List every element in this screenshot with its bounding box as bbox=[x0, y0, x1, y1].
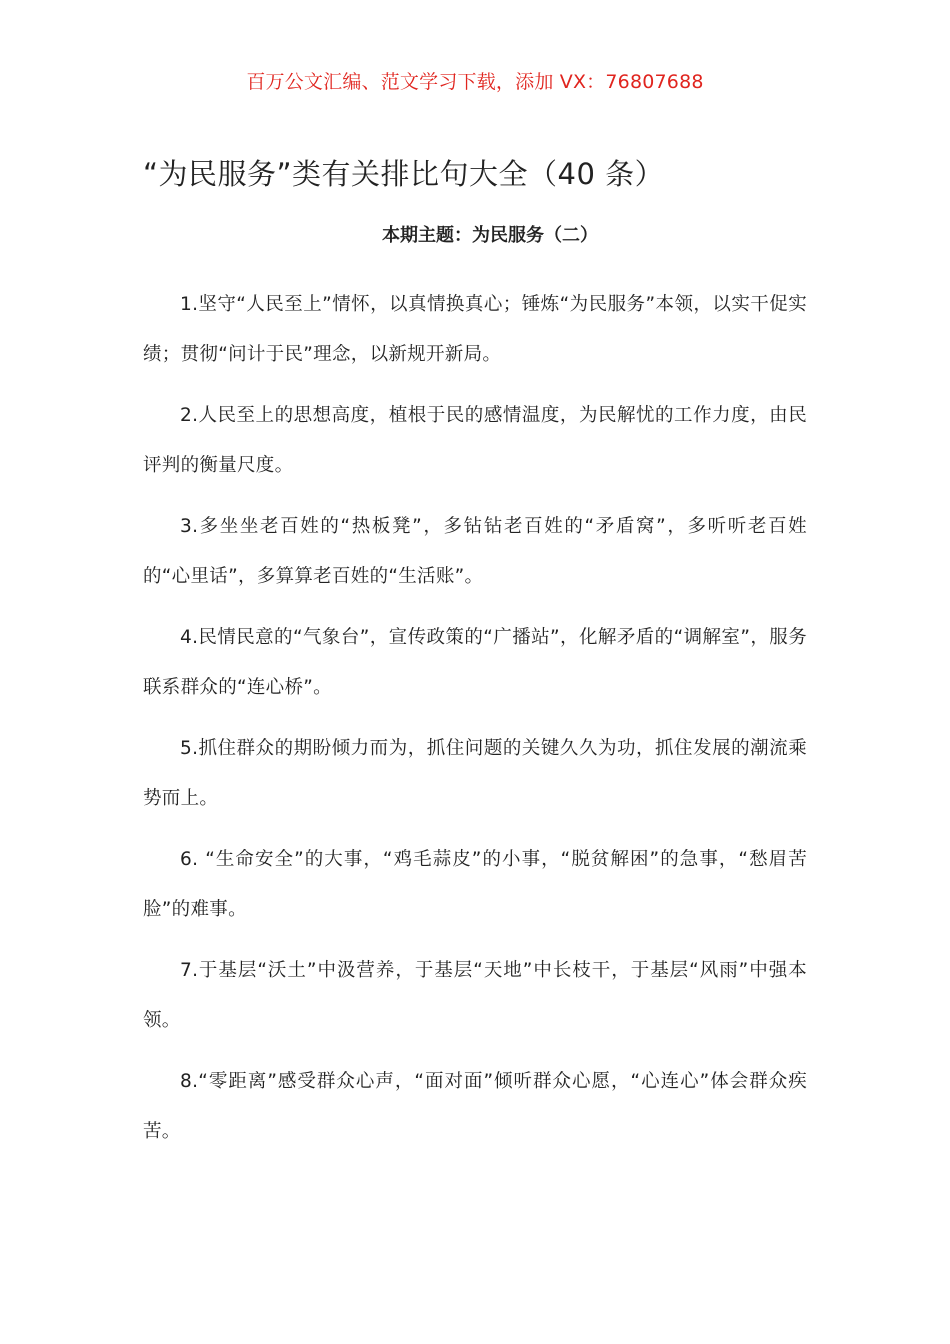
paragraph-7: 7.于基层“沃土”中汲营养，于基层“天地”中长枝干，于基层“风雨”中强本领。 bbox=[143, 960, 807, 1031]
document-title: “为民服务”类有关排比句大全（40 条） bbox=[143, 157, 665, 191]
document-subtitle: 本期主题：为民服务（二） bbox=[382, 225, 598, 246]
paragraph-3: 3.多坐坐老百姓的“热板凳”，多钻钻老百姓的“矛盾窝”，多听听老百姓的“心里话”，多算算老百姓的“生活账”。 bbox=[143, 516, 807, 587]
document-body bbox=[143, 280, 807, 1168]
paragraph-5: 5.抓住群众的期盼倾力而为，抓住问题的关键久久为功，抓住发展的潮流乘势而上。 bbox=[143, 738, 807, 809]
paragraph-2: 2.人民至上的思想高度，植根于民的感情温度，为民解忧的工作力度，由民评判的衡量尺度。 bbox=[143, 405, 807, 476]
paragraph-8: 8.“零距离”感受群众心声，“面对面”倾听群众心愿，“心连心”体会群众疾苦。 bbox=[143, 1071, 807, 1142]
paragraph-1: 1.坚守“人民至上”情怀，以真情换真心；锤炼“为民服务”本领，以实干促实绩；贯彻“问计于民”理念，以新规开新局。 bbox=[143, 294, 807, 365]
header-promo-note: 百万公文汇编、范文学习下载，添加 VX：76807688 bbox=[246, 71, 704, 93]
paragraph-4: 4.民情民意的“气象台”，宣传政策的“广播站”，化解矛盾的“调解室”，服务联系群众的“连心桥”。 bbox=[143, 627, 807, 698]
paragraph-6: 6. “生命安全”的大事，“鸡毛蒜皮”的小事，“脱贫解困”的急事，“愁眉苦脸”的难事。 bbox=[143, 849, 807, 920]
